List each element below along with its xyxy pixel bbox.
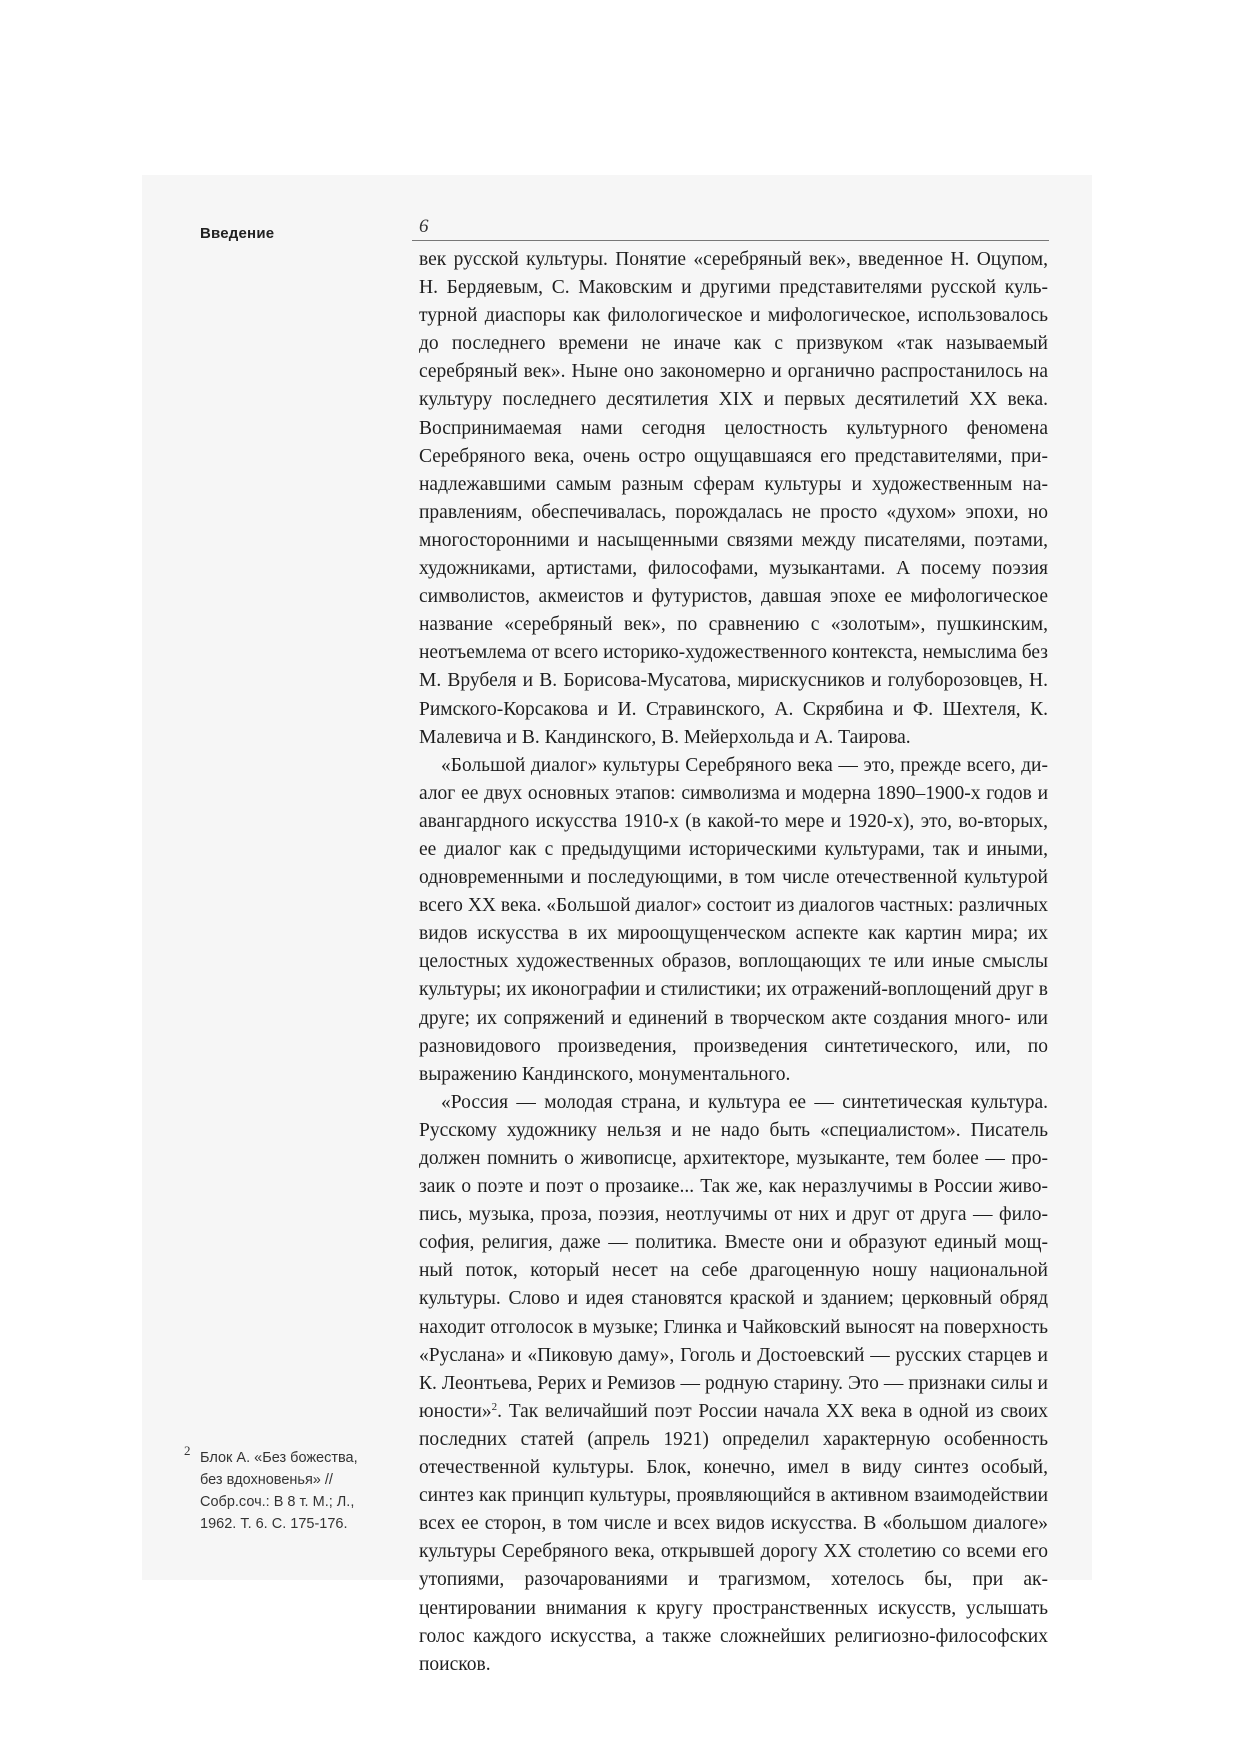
footnote-line: без вдохновенья» //	[200, 1472, 333, 1488]
paragraph-1: век русской культуры. Понятие «серебряный век», введенное Н. Оцупом, Н. Бердяевым, С. Маковским и другими представителями русской культурной диаспоры как филологическое и мифологическое, использовалось до последнего времени не иначе как с призвуком «так называемый серебряный век». Ныне оно закономерно и органично распростанилось на культуру последнего десятилетия XIX и первых десятилетий XX века. Воспринимаемая нами сегодня целостность культурного феномена Серебряного века, очень остро ощущавшаяся его представителями, принадлежавшими самым разным сферам культуры и художественным направлениям, обеспечивалась, порождалась не просто «духом» эпохи, но многосторонними и насыщенными связями между писателями, поэтами, художниками, артистами, философами, музыкантами. А посему поэзия символистов, акмеистов и футуристов, давшая эпохе ее мифологическое название «серебряный век», по сравнению с «золотым», пушкинским, неотъемлема от всего историко-художественного контекста, немыслима без М. Врубеля и В. Борисова-Мусатова, мирискусников и голуборозовцев, Н. Римского-Корсакова и И. Стравинского, А. Скрябина и Ф. Шехтеля, К. Малевича и В. Кандинского, В. Мейерхольда и А. Таирова.	[419, 249, 1048, 748]
section-title: Введение	[200, 225, 275, 242]
quote-text: «Россия — молодая страна, и культура ее — синтетическая культура. Русскому художнику нельзя и не надо быть «специалистом». Писатель должен помнить о живописце, архитекторе, музыканте, тем более — прозаик о поэте и поэт о прозаике... Так же, как неразлучимы в России живопись, музыка, проза, поэзия, неотлучимы от них и друг от друга — философия, религия, даже — политика. Вместе они и образуют единый мощный поток, который несет на себе драгоценную ношу национальной культуры. Слово и идея становятся краской и зданием; церковный обряд находит отголосок в музыке; Глинка и Чайковский выносят на поверхность «Руслана» и «Пиковую даму», Гоголь и Достоевский — русских старцев и К. Леонтьева, Рерих и Ремизов — родную старину. Это — признаки силы и юности»	[419, 1091, 1048, 1422]
paragraph-2: «Большой диалог» культуры Серебряного века — это, прежде всего, диалог ее двух основных этапов: символизма и модерна 1890–1900-х годов и авангардного искусства 1910-х (в какой-то мере и 1920-х), это, во-вторых, ее диалог как с предыдущими историческими культурами, так и иными, одновременными и последующими, в том числе отечественной культурой всего XX века. «Большой диалог» состоит из диалогов частных: различных видов искусства в их мироощущенческом аспекте как картин мира; их целостных художественных образов, воплощающих те или иные смыслы культуры; их иконографии и стилистики; их отражений-воплощений друг в друге; их сопряжений и единений в творческом акте создания много- или разновидового произведения, произведения синтетического, или, по выражению Кандинского, монументального.	[419, 754, 1048, 1085]
footnote-line: Собр.соч.: В 8 т. М.; Л.,	[200, 1494, 355, 1510]
header-divider	[412, 240, 1049, 241]
page-number: 6	[419, 216, 429, 237]
paragraph-3	[419, 1089, 1048, 1679]
footnote-reference[interactable]: 2	[491, 1400, 498, 1413]
paragraph-3-continuation: . Так величайший поэт России начала XX века в одной из своих последних статей (апрель 1921) определил характерную особенность отечественной культуры. Блок, конечно, имел в виду синтез особый, синтез как принцип культуры, проявляющийся в активном взаимодействии всех ее сторон, в том числе и всех видов искусства. В «большом диалоге» культуры Серебряного века, открывшей дорогу XX столетию со всеми его утопиями, разочарованиями и трагизмом, хотелось бы, при акцентировании внимания к кругу пространственных искусств, услышать голос каждого искусства, а также сложнейших религиозно-философских поисков.	[419, 1400, 1048, 1675]
footnote-text	[200, 1447, 375, 1535]
main-text-column	[419, 246, 1048, 1679]
footnote-line: Блок А. «Без божества,	[200, 1450, 358, 1466]
footnote-mark: 2	[184, 1443, 191, 1458]
footnote-line: 1962. Т. 6. С. 175-176.	[200, 1516, 348, 1532]
